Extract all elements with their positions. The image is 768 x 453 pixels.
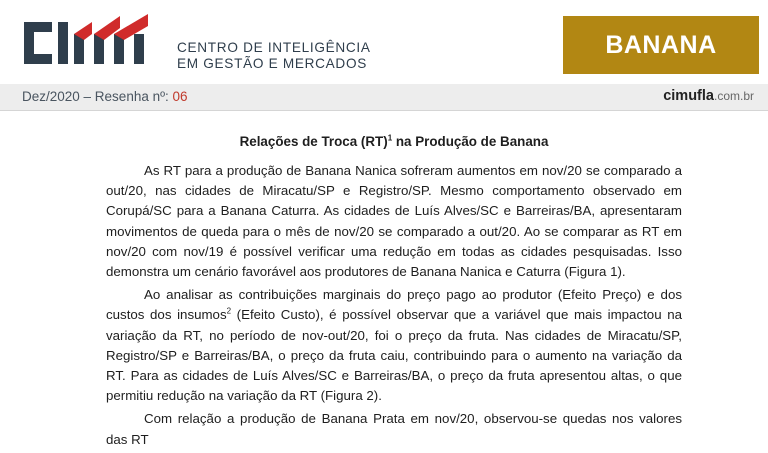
paragraph-3: Com relação a produção de Banana Prata em nov/20, observou-se quedas nos valores das RT [106,411,682,447]
badge-label: BANANA [605,30,717,59]
p2-footnote-ref: 2 [226,307,232,316]
p2-end: (Efeito Custo), é possível observar que a variável que mais impactou na variação da RT, no período de nov-out/20, foi o preço da fruta. Nas cidades de Miracatu/SP, Registro/SP e Barreiras/BA, o preço da fruta caiu, contribuindo para o aumento na variação da RT. Para as cidades de Luís Alves/SC e Barreiras/BA, o preço da fruta apresentou altas, o que permitiu redução na variação da RT (Figura 2). [106,307,682,404]
title-footnote-ref: 1 [387,133,393,143]
product-badge [563,16,759,74]
edition-number: 06 [172,89,188,104]
paragraph-1: As RT para a produção de Banana Nanica sofreram aumentos em nov/20 se comparado a out/20, nas cidades de Miracatu/SP e Registro/SP. Mesmo comportamento observado em Corupá/SC para a Banana Caturra. As cidades de Luís Alves/SC e Barreiras/BA, apresentaram movimentos de queda para o mês de nov/20 se comparado a out/20. Ao se comparar as RT em nov/20 com nov/19 é possível verificar uma redução em todas as cidades pesquisadas. Isso demonstra um cenário favorável aos produtores de Banana Nanica e Caturra (Figura 1). [106,163,682,280]
site-link[interactable] [663,88,754,104]
header [0,0,768,84]
title-main: Relações de Troca (RT) [239,134,388,149]
site-domain: .com.br [713,89,754,103]
org-name [177,40,371,72]
org-line-1: CENTRO DE INTELIGÊNCIA [177,40,371,55]
org-line-2: EM GESTÃO E MERCADOS [177,56,367,71]
edition-prefix: Dez/2020 – Resenha nº: [22,89,169,104]
site-name: cimufla [663,88,714,104]
cim-logo [22,14,172,70]
edition-bar [0,84,768,111]
edition-info [22,89,188,104]
article [106,132,682,453]
paragraph-2 [106,285,682,406]
title-end: na Produção de Banana [392,134,549,149]
p2-start: Ao analisar as contribuições marginais do preço pago ao produtor (Efeito Preço) e dos custos dos insumos [106,287,682,323]
article-title [106,132,682,152]
